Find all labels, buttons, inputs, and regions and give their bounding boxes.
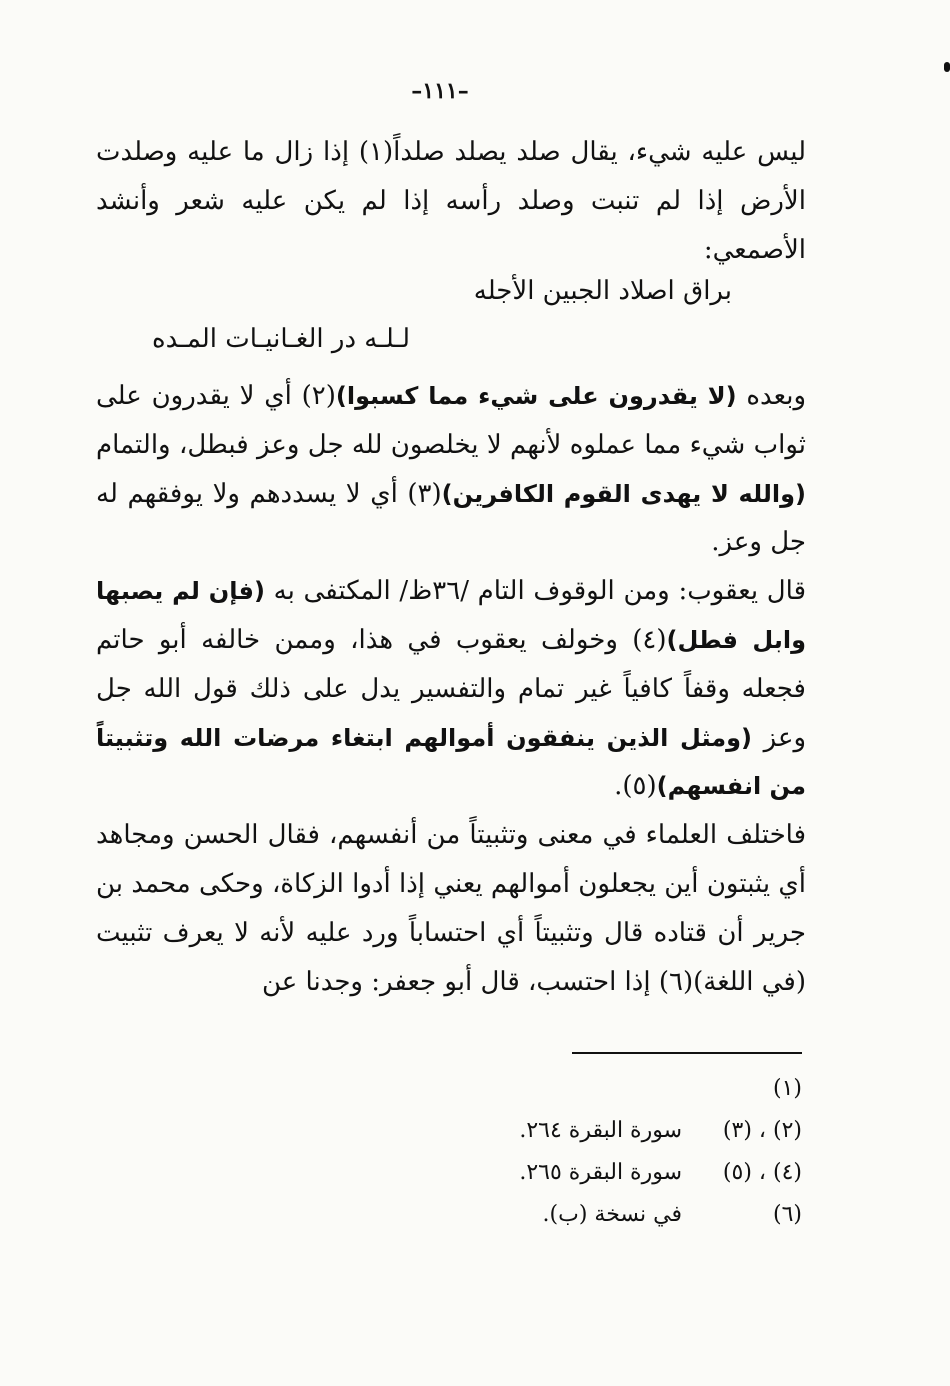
verse-line-2: لـلـه در الغـانيـات المـده <box>151 324 410 354</box>
footnote-3 <box>519 1152 802 1194</box>
footnote-number: (١) <box>772 1076 802 1101</box>
footnote-1 <box>519 1068 802 1110</box>
paragraph-2-text-b: (٢) أي لا يقدرون على ثواب شيء مما عملوه لأنهم لا يخلصون لله جل وعز فبطل، والتمام <box>96 380 806 460</box>
footnote-separator <box>572 1052 802 1054</box>
scan-speck <box>944 62 950 72</box>
quran-quote-4: (ومثل الذين ينفقون أموالهم ابتغاء مرضات الله وتثبيتاً من انفسهم) <box>96 723 806 801</box>
footnote-text: في نسخة (ب). <box>542 1202 682 1227</box>
quran-quote-3: (فإن لم يصبها وابل فطل) <box>96 577 807 654</box>
paragraph-3-text-a: قال يعقوب: ومن الوقوف التام /٣٦ظ/ المكتفى به <box>273 576 806 607</box>
footnote-number: (٦) <box>772 1202 802 1227</box>
footnotes <box>519 1068 802 1236</box>
footnote-4 <box>519 1194 802 1236</box>
paragraph-3-text-c: (٥). <box>614 771 657 802</box>
main-text <box>96 128 806 1006</box>
paragraph-1: ليس عليه شيء، يقال صلد يصلد صلداً(١) إذا زال ما عليه وصلدت الأرض إذا لم تنبت وصلد رأسه إذا لم يكن عليه شعر وأنشد الأصمعي: <box>96 137 807 265</box>
paragraph-4: فاختلف العلماء في معنى وتثبيتاً من أنفسهم، فقال الحسن ومجاهد أي يثبتون أين يجعلون أموالهم يعني إذا أدوا الزكاة، وحكى محمد بن جرير أن قتاده قال وتثبيتاً أي احتساباً ورد عليه لأنه لا يعرف تثبيت (في اللغة)(٦) إذا احتسب، قال أبو جعفر: وجدنا عن <box>96 820 806 997</box>
paragraph-2-text-c: (٣) أي لا يسددهم ولا يوفقهم له جل وعز. <box>96 478 806 558</box>
paragraph-3 <box>96 567 806 811</box>
verse-line-1: براق اصلاد الجبين الأجله <box>473 276 732 306</box>
page-number: –١١١– <box>411 78 469 104</box>
footnote-number: (٤) ، (٥) <box>722 1160 802 1185</box>
paragraph-2-text-a: وبعده <box>746 380 807 411</box>
footnote-text: سورة البقرة ٢٦٥. <box>519 1160 682 1185</box>
paragraph-3-text-b: (٤) وخولف يعقوب في هذا، وممن خالفه أبو حاتم فجعله وقفاً كافياً غير تمام والتفسير يدل على ذلك قول الله جل وعز <box>96 624 807 753</box>
quran-quote-2: (والله لا يهدى القوم الكافرين) <box>441 479 807 508</box>
footnote-number: (٢) ، (٣) <box>722 1118 802 1143</box>
footnote-2 <box>519 1110 802 1152</box>
footnote-text: سورة البقرة ٢٦٤. <box>519 1118 682 1143</box>
quran-quote-1: (لا يقدرون على شيء مما كسبوا) <box>335 381 737 410</box>
paragraph-2 <box>96 372 806 567</box>
